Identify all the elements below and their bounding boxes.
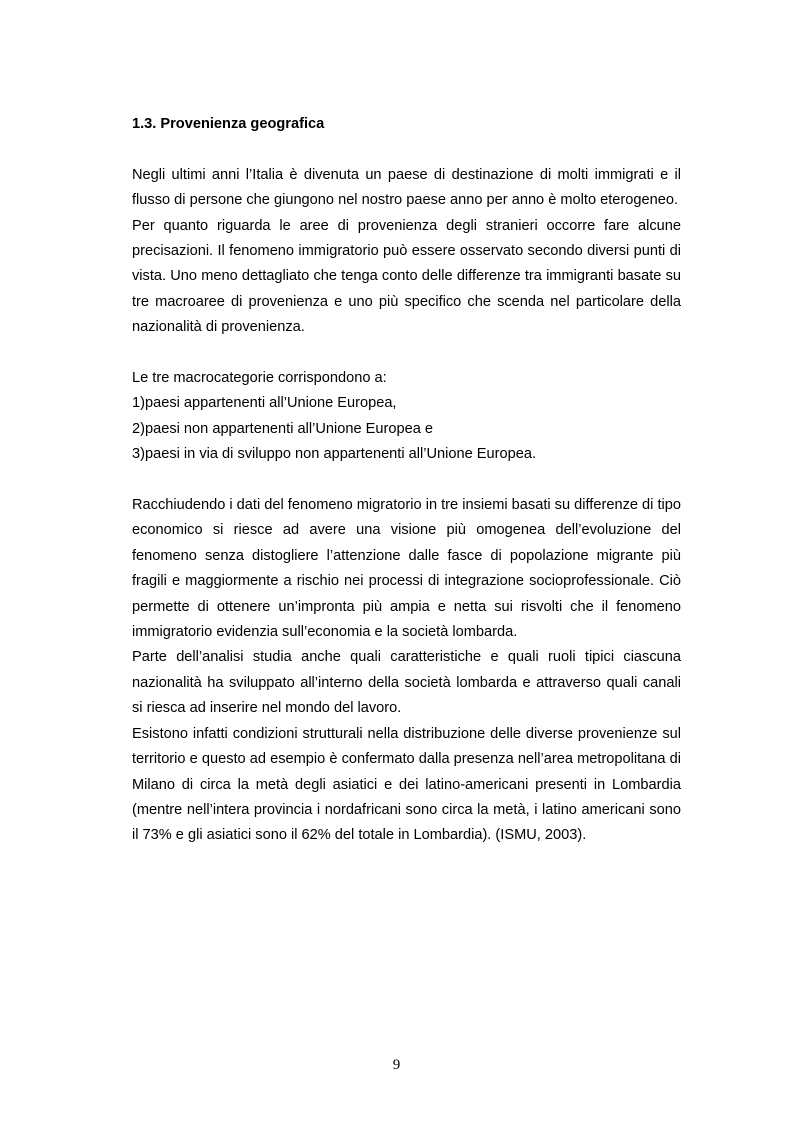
body-paragraph-1: Racchiudendo i dati del fenomeno migratorio in tre insiemi basati su differenze di tipo economico si riesce ad avere una visione più omogenea dell’evoluzione del fenomeno senza distogliere l’attenzione dalle fasce di popolazione migrante più fragili e maggiormente a rischio nei processi di integrazione socioprofessionale. Ciò permette di ottenere un’impronta più ampia e netta sui risvolti che il fenomeno immigratorio evidenzia sull’economia e la società lombarda. [132,497,681,641]
list-item-3: 3)paesi in via di sviluppo non appartenenti all’Unione Europea. [132,446,537,463]
list-item-1: 1)paesi appartenenti all’Unione Europea, [132,395,397,412]
page-content [132,112,681,849]
paragraph-spacer [132,341,681,366]
paragraph-spacer [132,468,681,493]
body-paragraph-2: Parte dell’analisi studia anche quali caratteristiche e quali ruoli tipici ciascuna nazionalità ha sviluppato all’interno della società lombarda e attraverso quali canali si riesca ad inserire nel mondo del lavoro. [132,649,681,717]
intro-paragraph-2: Per quanto riguarda le aree di provenienza degli stranieri occorre fare alcune precisazioni. Il fenomeno immigratorio può essere osservato secondo diversi punti di vista. Uno meno dettagliato che tenga conto delle differenze tra immigranti basate su tre macroaree di provenienza e uno più specifico che scenda nel particolare della nazionalità di provenienza. [132,217,681,336]
intro-paragraph-1: Negli ultimi anni l’Italia è divenuta un paese di destinazione di molti immigrati e il flusso di persone che giungono nel nostro paese anno per anno è molto eterogeneo. [132,166,681,209]
list-intro: Le tre macrocategorie corrispondono a: [132,370,387,387]
body-paragraph-3: Esistono infatti condizioni strutturali nella distribuzione delle diverse provenienze sul territorio e questo ad esempio è confermato dalla presenza nell’area metropolitana di Milano di circa la metà degli asiatici e dei latino-americani presenti in Lombardia (mentre nell’intera provincia i nordafricani sono circa la metà, i latino americani sono il 73% e gli asiatici sono il 62% del totale in Lombardia). (ISMU, 2003). [132,725,681,844]
list-item-2: 2)paesi non appartenenti all’Unione Europea e [132,420,434,437]
section-heading: 1.3. Provenienza geografica [132,116,325,132]
page-number: 9 [392,1057,401,1073]
